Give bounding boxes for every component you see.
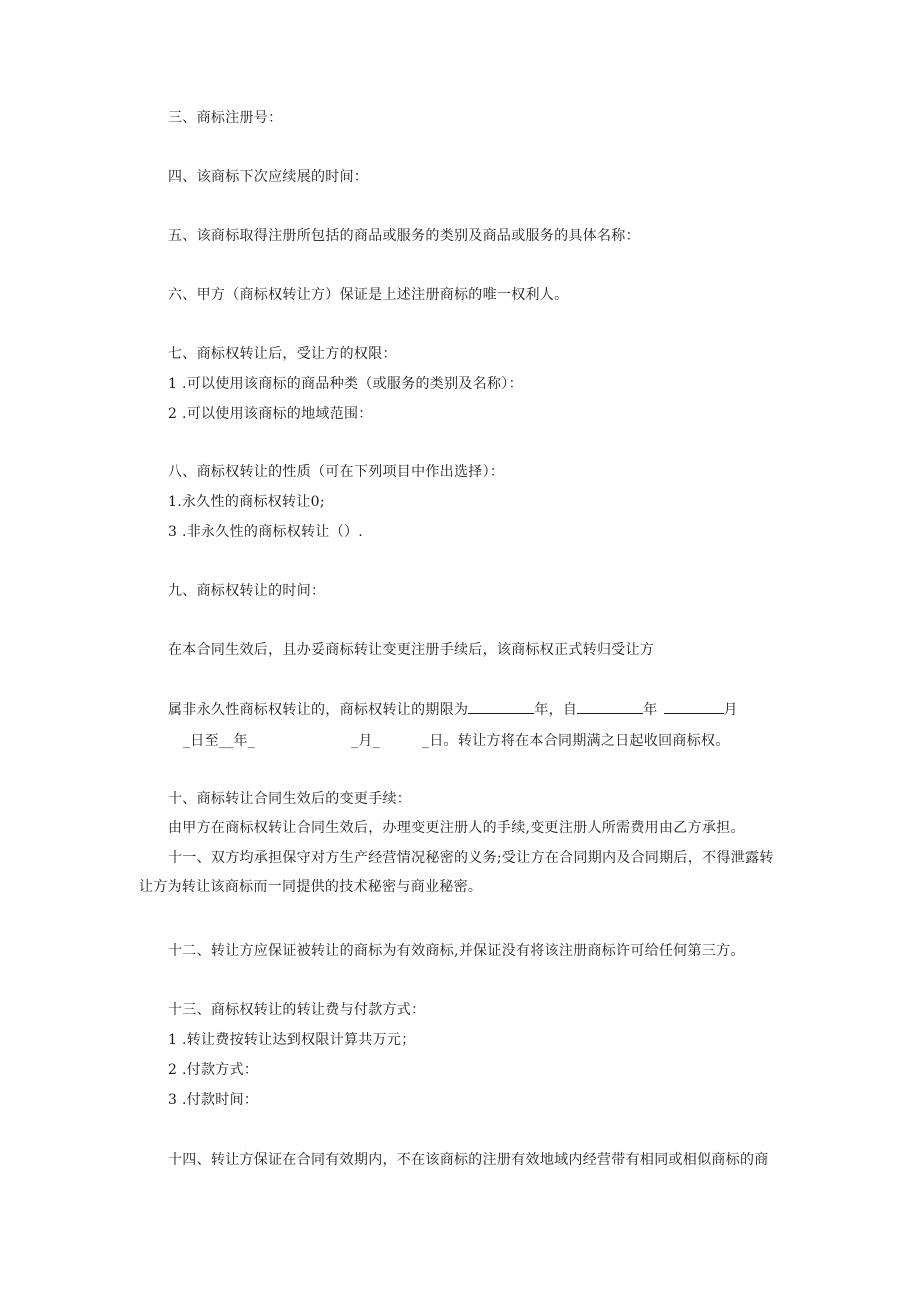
clause-14-line-1: 十四、转让方保证在合同有效期内，不在该商标的注册有效地域内经营带有相同或相似商标的商	[168, 1152, 769, 1168]
clause-9-term-line	[168, 700, 738, 720]
clause-7-item-1: 1 .可以使用该商标的商品种类（或服务的类别及名称）：	[168, 376, 523, 392]
clause-10-heading: 十、商标转让合同生效后的变更手续：	[168, 791, 412, 807]
start-year-blank	[577, 700, 643, 714]
term-years-blank	[468, 700, 534, 714]
clause-4-renewal-time: 四、该商标下次应续展的时间：	[168, 169, 369, 185]
clause-12: 十二、转让方应保证被转让的商标为有效商标,并保证没有将该注册商标许可给任何第三方。	[168, 943, 745, 959]
clause-11-line-1: 十一、双方均承担保守对方生产经营情况秘密的义务;受让方在合同期内及合同期后，不得泄露转	[168, 850, 774, 866]
clause-13-item-2: 2 .付款方式：	[168, 1062, 259, 1078]
clause-7-heading: 七、商标权转让后，受让方的权限：	[168, 346, 397, 362]
clause-5-goods-services: 五、该商标取得注册所包括的商品或服务的类别及商品或服务的具体名称：	[168, 228, 640, 244]
clause-8-heading: 八、商标权转让的性质（可在下列项目中作出选择）：	[168, 464, 505, 480]
term2-text-1: _日至__年_	[183, 733, 256, 749]
term-text-4: 月	[723, 702, 738, 718]
clause-13-item-3: 3 .付款时间：	[168, 1092, 259, 1108]
clause-13-item-1: 1 .转让费按转让达到权限计算共万元；	[168, 1032, 416, 1048]
term-text-2: 年，自	[534, 702, 578, 718]
clause-7-item-2: 2 .可以使用该商标的地域范围：	[168, 406, 373, 422]
term-text-3: 年	[643, 702, 658, 718]
start-month-blank	[664, 700, 724, 714]
clause-8-item-1: 1.永久性的商标权转让0;	[168, 494, 325, 510]
clause-6-sole-owner: 六、甲方（商标权转让方）保证是上述注册商标的唯一权利人。	[168, 287, 569, 303]
clause-10-body: 由甲方在商标权转让合同生效后，办理变更注册人的手续,变更注册人所需费用由乙方承担。	[168, 820, 745, 836]
term-text-1: 属非永久性商标权转让的，商标权转让的期限为	[168, 702, 469, 718]
term2-text-3: _日。转让方将在本合同期满之日起收回商标权。	[422, 733, 730, 749]
clause-3-registration-number: 三、商标注册号：	[168, 110, 283, 126]
term2-text-2: _月_	[351, 733, 381, 749]
clause-13-heading: 十三、商标权转让的转让费与付款方式：	[168, 1002, 426, 1018]
clause-9-heading: 九、商标权转让的时间：	[168, 583, 326, 599]
clause-9-term-line-2	[183, 731, 730, 751]
clause-11-line-2: 让方为转让该商标而一同提供的技术秘密与商业秘密。	[139, 879, 483, 895]
clause-9-effective: 在本合同生效后，且办妥商标转让变更注册手续后，该商标权正式转归受让方	[168, 642, 655, 658]
clause-8-item-3: 3 .非永久性的商标权转让（）.	[168, 524, 364, 540]
